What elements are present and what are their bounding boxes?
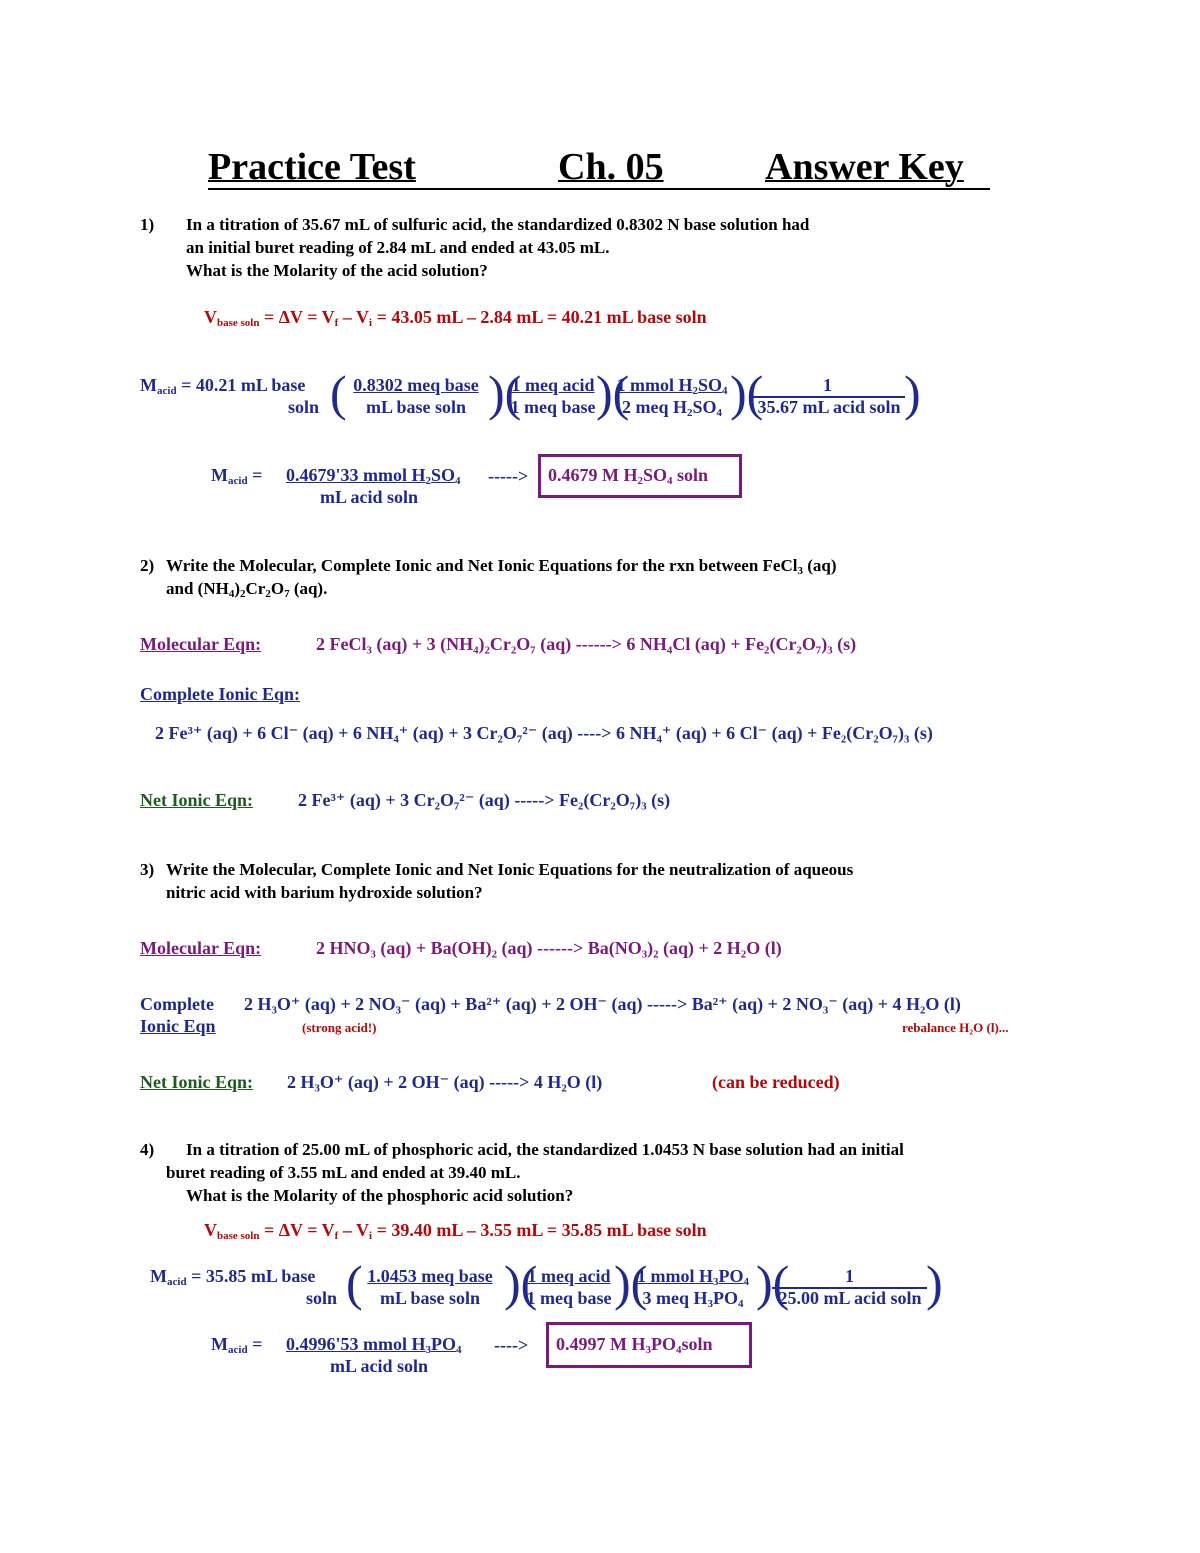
q1-answer: 0.4679 M $H_2SO_4$ soln <box>548 465 709 487</box>
q2-text-line2: and $(NH_4)_2Cr_2O_7$ (aq). <box>166 579 328 600</box>
title-rule <box>208 188 990 190</box>
q2-complete-label: Complete Ionic Eqn: <box>140 684 301 704</box>
q4-result-denominator: mL acid soln <box>330 1356 429 1376</box>
q4-factor1-denominator: mL base soln <box>379 1288 481 1308</box>
q1-open-paren-icon: ( <box>330 365 347 421</box>
q4-bracket1-icon: )( <box>504 1255 538 1311</box>
q3-complete-label-1: Complete <box>140 994 214 1014</box>
q1-bracket1-icon: )( <box>488 365 522 421</box>
q1-factor4-numerator: 1 <box>750 375 905 398</box>
q1-macid-soln: soln <box>288 397 320 417</box>
q1-close-paren-icon: ) <box>904 365 921 421</box>
q1-factor1-denominator: mL base soln <box>365 397 467 417</box>
q3-text-line2: nitric acid with barium hydroxide solution? <box>166 883 483 902</box>
q4-result-label: $M_{acid}$ = <box>211 1334 263 1356</box>
q1-factor1-numerator: 0.8302 meq base <box>353 375 479 395</box>
q3-net-eqn: 2 H₃O⁺ (aq) + 2 OH⁻ (aq) -----> 4 H₂O (l) <box>287 1072 603 1092</box>
q1-bracket3-icon: )( <box>730 365 764 421</box>
q4-factor3-numerator: 1 mmol $H_3PO_4$ <box>637 1266 749 1288</box>
q2-molecular-label: Molecular Eqn: <box>140 634 262 654</box>
q1-number: 1) <box>140 215 155 234</box>
page-title-left: Practice Test <box>208 146 416 188</box>
q1-factor4-denominator: 35.67 mL acid soln <box>757 397 901 417</box>
q4-factor3-denominator: 3 meq $H_3PO_4$ <box>642 1288 744 1310</box>
q1-factor2-denominator: 1 meq base <box>510 397 596 417</box>
q4-answer: 0.4997 M $H_3PO_4soln$ <box>556 1334 713 1356</box>
q3-complete-label-2: Ionic Eqn <box>140 1016 216 1036</box>
q4-macid-label: $M_{acid} = 35.85$ mL base <box>150 1266 316 1288</box>
q3-net-label: Net Ionic Eqn: <box>140 1072 254 1092</box>
q4-close-paren-icon: ) <box>926 1255 943 1311</box>
q3-reduce-note: (can be reduced) <box>712 1072 840 1092</box>
q3-rebalance-note: rebalance H₂O (l)... <box>902 1020 1009 1035</box>
q4-text-line3: What is the Molarity of the phosphoric acid solution? <box>186 1186 574 1205</box>
q1-factor2-numerator: 1 meq acid <box>511 375 595 395</box>
q1-factor3-numerator: 1 mmol $H_2SO_4$ <box>616 375 728 397</box>
q4-factor4-numerator: 1 <box>772 1266 927 1289</box>
q1-text-line1: In a titration of 35.67 mL of sulfuric acid, the standardized 0.8302 N base solution had <box>186 215 810 234</box>
q3-number: 3) <box>140 860 155 879</box>
page-title-chapter: Ch. 05 <box>558 146 664 188</box>
q1-text-line2: an initial buret reading of 2.84 mL and ended at 43.05 mL. <box>186 238 610 257</box>
q2-net-eqn: 2 Fe³⁺ (aq) + 3 Cr₂O₇²⁻ (aq) -----> Fe₂(Cr₂O₇)₃ (s) <box>298 790 671 810</box>
q4-factor1-numerator: 1.0453 meq base <box>367 1266 493 1286</box>
q1-result-numerator: 0.4679'33 mmol $H_2SO_4$ <box>286 465 461 487</box>
q1-result-denominator: mL acid soln <box>320 487 419 507</box>
q3-strong-acid-note: (strong acid!) <box>302 1020 377 1035</box>
q2-text-line1: Write the Molecular, Complete Ionic and Net Ionic Equations for the rxn between FeCl$_3$ (aq) <box>166 556 837 577</box>
q1-delta-v-eqn: $V_{base soln} = \Delta V = V_f - V_i = 43.05$ mL – 2.84 mL = 40.21 mL base soln <box>204 307 707 329</box>
q4-factor4-denominator: 25.00 mL acid soln <box>778 1288 922 1308</box>
q4-bracket2-icon: )( <box>614 1255 648 1311</box>
q1-factor3-denominator: 2 meq $H_2SO_4$ <box>621 397 722 419</box>
q4-factor2-denominator: 1 meq base <box>526 1288 612 1308</box>
q2-complete-eqn: 2 Fe³⁺ (aq) + 6 Cl⁻ (aq) + 6 NH₄⁺ (aq) + 3 Cr₂O₇²⁻ (aq) ----> 6 NH₄⁺ (aq) + 6 Cl⁻ (aq) + Fe₂(Cr₂O₇)₃ (s) <box>155 723 933 743</box>
q4-factor2-numerator: 1 meq acid <box>527 1266 611 1286</box>
q4-open-paren-icon: ( <box>346 1255 363 1311</box>
q4-macid-soln: soln <box>306 1288 338 1308</box>
page-title-right: Answer Key <box>765 146 964 188</box>
q4-delta-v-eqn: $V_{base soln} = \Delta V = V_f - V_i = 39.40$ mL – 3.55 mL = 35.85 mL base soln <box>204 1220 707 1242</box>
q4-bracket3-icon: )( <box>756 1255 790 1311</box>
q3-text-line1: Write the Molecular, Complete Ionic and Net Ionic Equations for the neutralization of aqueous <box>166 860 854 879</box>
q1-macid-label: $M_{acid} = 40.21$ mL base <box>140 375 306 397</box>
q4-arrow: ----> <box>494 1335 529 1355</box>
q2-number: 2) <box>140 556 155 575</box>
q3-molecular-eqn: 2 HNO₃ (aq) + Ba(OH)₂ (aq) ------> Ba(NO₃)₂ (aq) + 2 H₂O (l) <box>316 938 782 958</box>
q4-text-line1: In a titration of 25.00 mL of phosphoric acid, the standardized 1.0453 N base solution had an initial <box>186 1140 904 1159</box>
q1-result-label: $M_{acid}$ = <box>211 465 263 487</box>
q1-arrow: -----> <box>488 466 529 486</box>
q1-bracket2-icon: )( <box>596 365 630 421</box>
q3-complete-eqn: 2 H₃O⁺ (aq) + 2 NO₃⁻ (aq) + Ba²⁺ (aq) + 2 OH⁻ (aq) -----> Ba²⁺ (aq) + 2 NO₃⁻ (aq) + 4 H₂O (l) <box>244 994 961 1014</box>
q2-molecular-eqn: 2 FeCl₃ (aq) + 3 (NH₄)₂Cr₂O₇ (aq) ------> 6 NH₄Cl (aq) + Fe₂(Cr₂O₇)₃ (s) <box>316 634 857 654</box>
q2-net-label: Net Ionic Eqn: <box>140 790 254 810</box>
q4-number: 4) <box>140 1140 155 1159</box>
q4-result-numerator: 0.4996'53 mmol $H_3PO_4$ <box>286 1334 462 1356</box>
q4-text-line2: buret reading of 3.55 mL and ended at 39.40 mL. <box>166 1163 521 1182</box>
q3-molecular-label: Molecular Eqn: <box>140 938 262 958</box>
q1-text-line3: What is the Molarity of the acid solution? <box>186 261 488 280</box>
